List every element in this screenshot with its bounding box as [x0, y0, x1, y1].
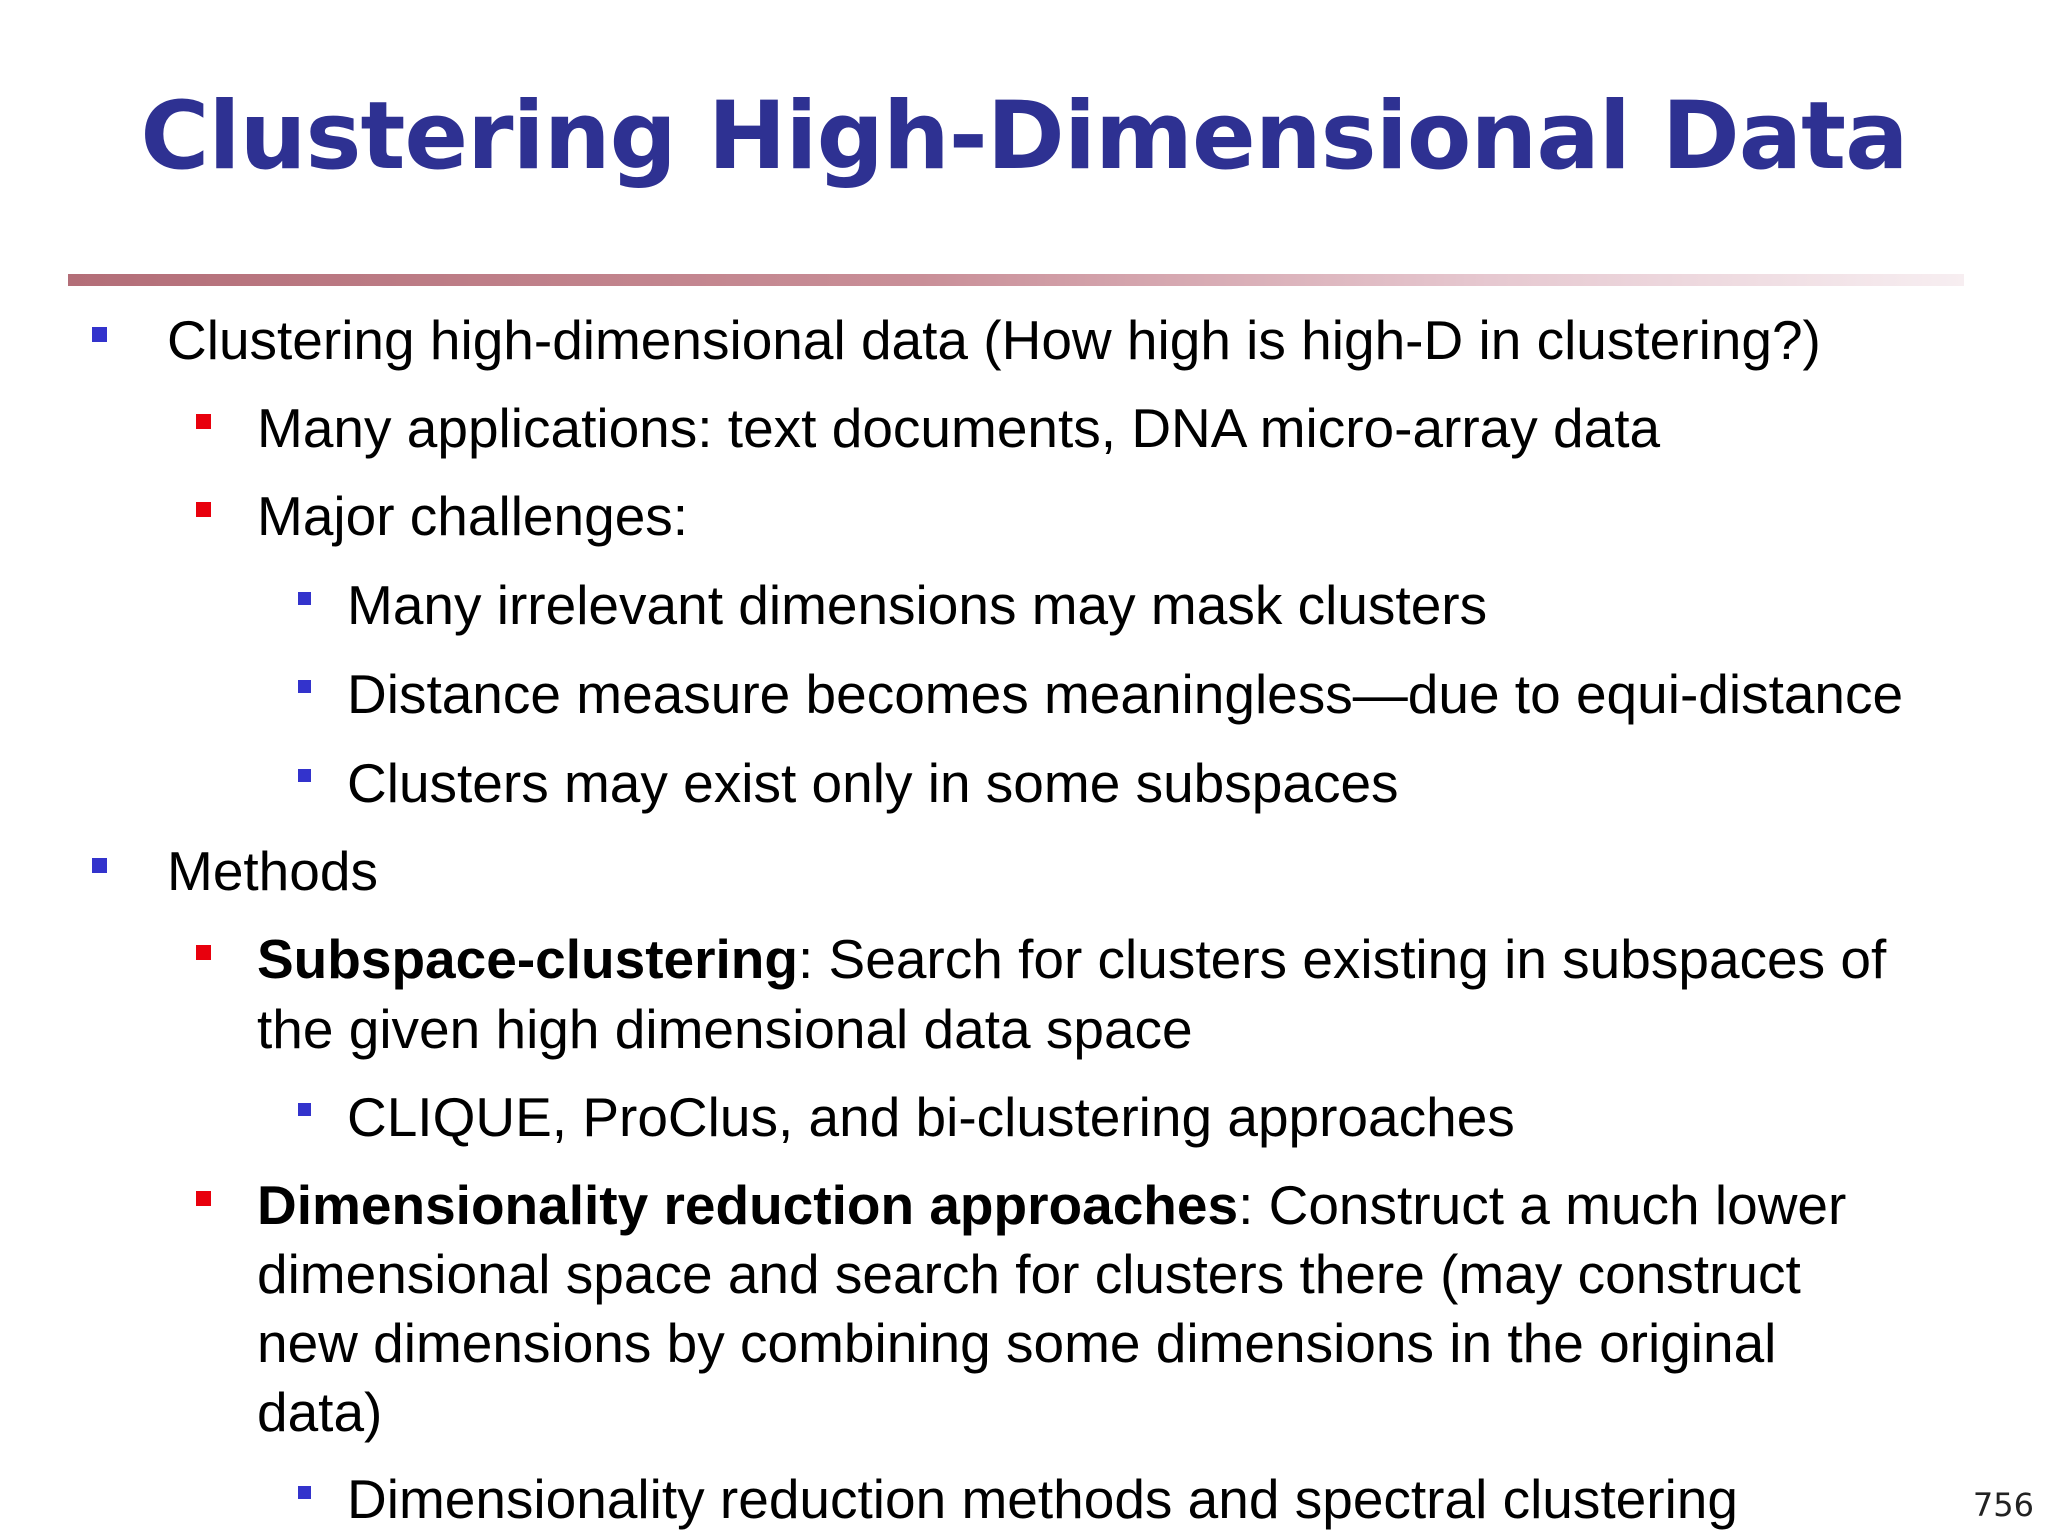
bullet-text-line: new dimensions by combining some dimensions in the original — [257, 1312, 1777, 1374]
bullet-text-rest: : Construct a much lower — [1238, 1174, 1847, 1236]
bullet-text: Many applications: text documents, DNA micro-array data — [257, 397, 1661, 459]
bullet-text-line: data) — [257, 1381, 383, 1443]
square-bullet-icon — [196, 502, 211, 517]
square-bullet-icon — [298, 680, 311, 693]
bullet-text: Distance measure becomes meaningless—due to equi-distance — [347, 663, 1904, 725]
title-divider — [68, 274, 1964, 286]
square-bullet-icon — [298, 592, 311, 605]
bullet-text: Many irrelevant dimensions may mask clusters — [347, 574, 1488, 636]
page-number: 756 — [1972, 1486, 2034, 1524]
slide-title: Clustering High-Dimensional Data — [140, 82, 1908, 191]
bullet-text: CLIQUE, ProClus, and bi-clustering approaches — [347, 1086, 1515, 1148]
bullet-text-rest: : Search for clusters existing in subspaces of — [797, 928, 1887, 990]
square-bullet-icon — [196, 1191, 211, 1206]
bullet-text-line — [257, 924, 1886, 994]
square-bullet-icon — [92, 327, 107, 342]
square-bullet-icon — [92, 858, 107, 873]
bullet-text-line: dimensional space and search for clusters there (may construct — [257, 1243, 1801, 1305]
bullet-bold-term: Subspace-clustering — [257, 928, 798, 990]
square-bullet-icon — [196, 414, 211, 429]
bullet-text-line — [257, 1170, 1846, 1240]
square-bullet-icon — [298, 1486, 311, 1499]
square-bullet-icon — [298, 1103, 311, 1116]
bullet-text: Major challenges: — [257, 485, 689, 547]
bullet-text: Methods — [167, 840, 378, 902]
bullet-bold-term: Dimensionality reduction approaches — [257, 1174, 1239, 1236]
square-bullet-icon — [196, 945, 211, 960]
bullet-text-line: the given high dimensional data space — [257, 998, 1193, 1060]
bullet-text: Dimensionality reduction methods and spectral clustering — [347, 1468, 1738, 1530]
square-bullet-icon — [298, 769, 311, 782]
bullet-text: Clustering high-dimensional data (How high is high-D in clustering?) — [167, 309, 1821, 371]
bullet-text: Clusters may exist only in some subspaces — [347, 752, 1399, 814]
